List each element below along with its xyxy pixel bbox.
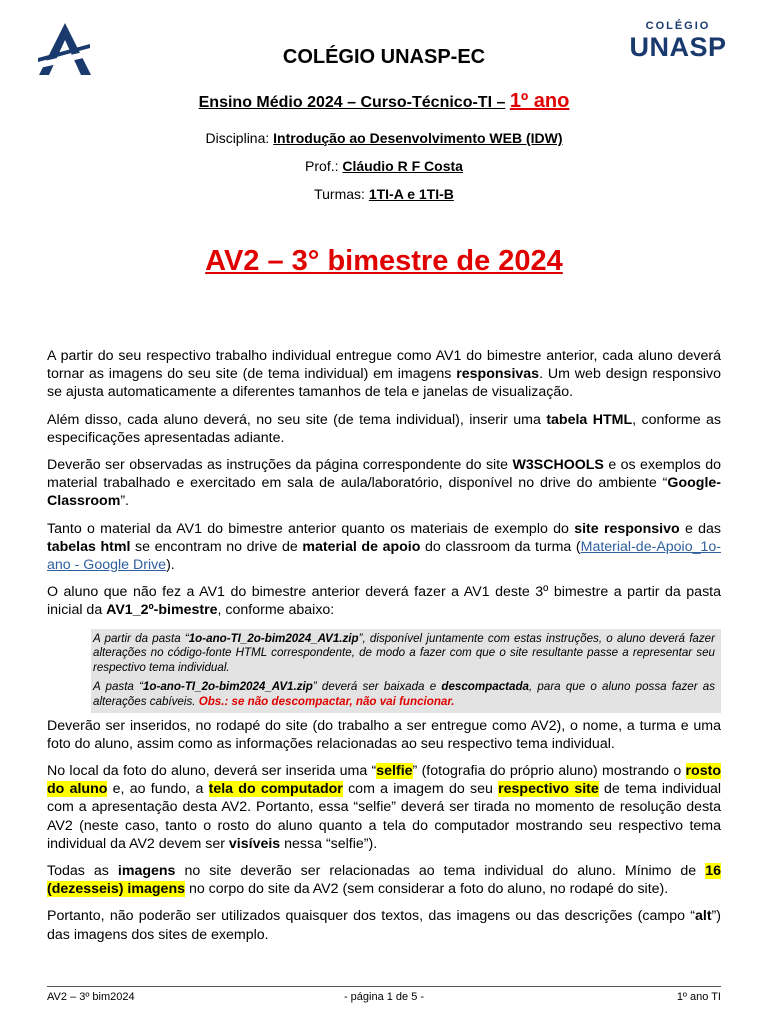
p9-text-a: Portanto, não poderão ser utilizados quaisquer dos textos, das imagens ou das descrições (campo “	[47, 908, 695, 925]
p3-bold-w3schools: W3SCHOOLS	[512, 457, 604, 474]
discipline-line	[0, 130, 768, 146]
paragraph-6: Deverão ser inseridos, no rodapé do site (do trabalho a ser entregue como AV2), o nome, a turma e uma foto do aluno, assim como as informações relacionadas ao seu respectivo tema individual.	[47, 717, 721, 752]
document-body	[47, 347, 721, 953]
p4-bold-site: site responsivo	[574, 520, 680, 537]
footer-left: AV2 – 3º bim2024	[47, 991, 135, 1003]
p2-text-b: , conforme as especificações apresentadas adiante.	[47, 411, 722, 446]
p9-bold-alt: alt	[694, 908, 712, 925]
p7-text-e: de tema individual com a apresentação desta AV2. Portanto, essa “selfie” deverá ser tirada no momento de resolução desta AV2 (neste caso, tanto o rosto do aluno quanto a tela do computador mostrando seu respectivo tema individual da AV2 devem ser	[47, 781, 722, 852]
p7-text-f: nessa “selfie”).	[280, 835, 378, 852]
paragraph-2	[47, 411, 721, 447]
q1-text-b: ”, disponível juntamente com estas instruções, o aluno deverá fazer alterações no código-fonte HTML correspondente, de modo a fazer com que o site resultante passe a representar seu respectivo tema individual.	[93, 631, 715, 674]
main-title: AV2 – 3° bimestre de 2024	[205, 245, 563, 277]
q2-warning: Obs.: se não descompactar, não vai funcionar.	[198, 695, 455, 709]
p3-text-b: e os exemplos do material trabalhado e exercitado em sala de aula/laboratório, disponível no drive do ambiente “	[47, 457, 721, 492]
paragraph-5	[47, 583, 721, 619]
q2-text-c: , para que o aluno possa fazer as alterações cabíveis.	[93, 680, 716, 709]
prof-value: Cláudio R F Costa	[342, 158, 463, 174]
p9-text-b: ”) das imagens dos sites de exemplo.	[47, 908, 721, 943]
p8-bold-imagens: imagens	[117, 863, 176, 880]
p7-hl-tela: tela do computador	[208, 781, 343, 798]
instruction-quote-box	[91, 629, 721, 713]
p2-text-a: Além disso, cada aluno deverá, no seu site (de tema individual), inserir uma	[47, 411, 547, 428]
quote-paragraph-2	[93, 680, 715, 709]
classes-value: 1TI-A e 1TI-B	[368, 186, 454, 202]
footer-right: 1º ano TI	[676, 991, 721, 1003]
p5-text-a: O aluno que não fez a AV1 do bimestre anterior deverá fazer a AV1 deste 3º bimestre a partir da pasta inicial da	[47, 584, 721, 619]
q2-text-a: A pasta “	[93, 680, 143, 694]
material-de-apoio-link[interactable]: Material-de-Apoio_1o-ano - Google Drive	[47, 538, 721, 574]
p4-text-e: ).	[166, 557, 175, 574]
course-year: 1º ano	[509, 90, 570, 112]
classes-label: Turmas:	[314, 186, 365, 202]
prof-label: Prof.:	[305, 158, 339, 174]
footer-divider	[47, 986, 721, 987]
p7-hl-selfie: selfie	[376, 763, 413, 780]
course-prefix: Ensino Médio 2024 – Curso-Técnico-TI –	[198, 94, 506, 111]
p7-text-d: com a imagem do seu	[342, 781, 499, 798]
classes-line	[0, 186, 768, 202]
p3-text-c: ”.	[120, 493, 129, 510]
q2-text-b: ” deverá ser baixada e	[312, 680, 442, 694]
paragraph-3	[47, 456, 721, 511]
prof-line	[0, 158, 768, 174]
p7-text-a: No local da foto do aluno, deverá ser inserida uma “	[47, 763, 377, 780]
p5-bold-av1: AV1_2º-bimestre	[106, 602, 218, 619]
p7-hl-rosto: rosto do aluno	[47, 763, 721, 798]
course-line	[0, 90, 768, 113]
p1-text-b: . Um web design responsivo se ajusta automaticamente a diferentes tamanhos de tela e janelas de visualização.	[47, 366, 721, 401]
paragraph-9	[47, 907, 721, 943]
p8-text-a: Todas as	[47, 863, 118, 880]
q2-bold-zip: 1o-ano-TI_2o-bim2024_AV1.zip	[142, 680, 313, 694]
p1-text-a: A partir do seu respectivo trabalho individual entregue como AV1 do bimestre anterior, cada aluno deverá tornar as imagens do seu site (de tema individual) em imagens	[47, 348, 721, 383]
school-title: COLÉGIO UNASP-EC	[282, 46, 486, 68]
q1-text-a: A partir da pasta “	[93, 631, 189, 645]
p3-bold-classroom: Google-Classroom	[47, 475, 721, 510]
discipline-value: Introdução ao Desenvolvimento WEB (IDW)	[273, 130, 563, 146]
p3-text-a: Deverão ser observadas as instruções da página correspondente do site	[47, 457, 513, 474]
p7-hl-site: respectivo site	[498, 781, 599, 798]
quote-paragraph-1	[93, 632, 715, 676]
p5-text-b: , conforme abaixo:	[217, 602, 335, 619]
logo-small-text: COLÉGIO	[645, 20, 711, 32]
p4-text-d: do classroom da turma (	[420, 538, 581, 555]
p2-bold-tabela: tabela HTML	[546, 411, 633, 428]
p4-bold-material: material de apoio	[302, 538, 421, 555]
paragraph-4	[47, 520, 721, 575]
footer-page-number: - página 1 de 5 -	[343, 991, 425, 1003]
p4-text-b: e das	[679, 520, 721, 537]
p4-text-c: se encontram no drive de	[130, 538, 303, 555]
p4-text-a: Tanto o material da AV1 do bimestre anterior quanto os materiais de exemplo do	[47, 520, 575, 537]
p4-bold-tabelas: tabelas html	[47, 538, 131, 555]
paragraph-1	[47, 347, 721, 402]
paragraph-8	[47, 862, 721, 898]
p8-text-b: no site deverão ser relacionadas ao tema individual do aluno. Mínimo de	[175, 863, 706, 880]
paragraph-7	[47, 762, 721, 853]
p7-text-b: ” (fotografia do próprio aluno) mostrando o	[412, 763, 686, 780]
q2-bold-descompactada: descompactada	[441, 680, 529, 694]
p8-text-c: no corpo do site da AV2 (sem considerar a foto do aluno, no rodapé do site).	[185, 881, 669, 898]
logo-big-text: UNASP	[629, 32, 727, 62]
p1-bold-responsivas: responsivas	[456, 366, 540, 383]
p7-bold-visiveis: visíveis	[228, 835, 281, 852]
p8-hl-16-imagens: 16 (dezesseis) imagens	[47, 863, 721, 898]
discipline-label: Disciplina:	[205, 130, 270, 146]
p7-text-c: e, ao fundo, a	[107, 781, 209, 798]
q1-bold-zip: 1o-ano-TI_2o-bim2024_AV1.zip	[188, 631, 359, 645]
